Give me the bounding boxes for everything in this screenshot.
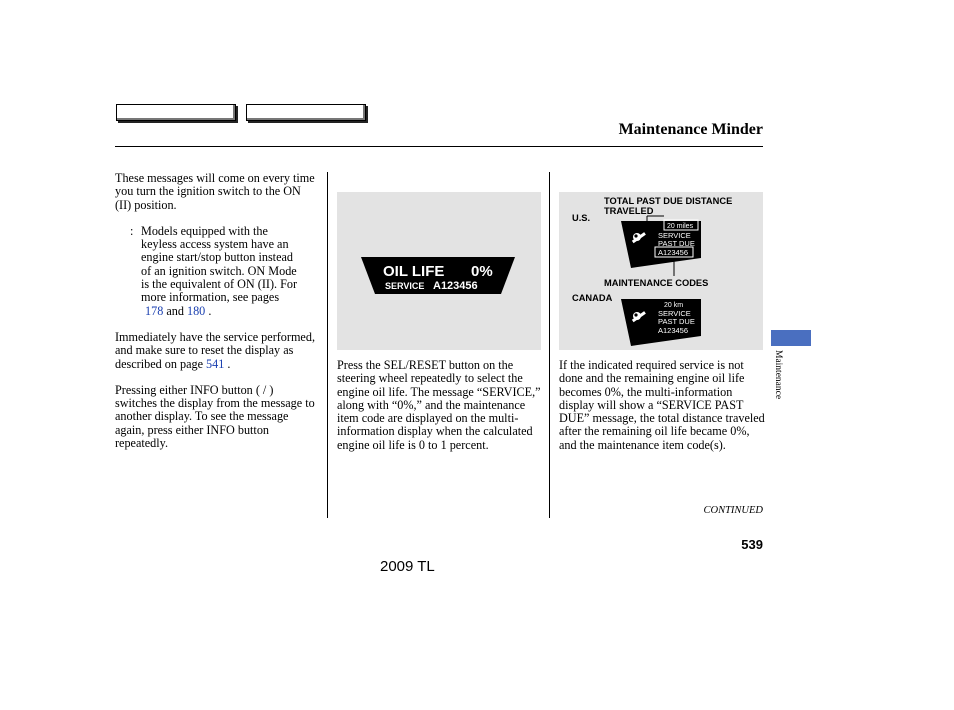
us-service-text: SERVICE	[658, 231, 691, 240]
intro-paragraph: These messages will come on every time you turn the ignition switch to the ON (II) position.	[115, 171, 315, 212]
continued-label: CONTINUED	[703, 505, 763, 516]
past-due-display-panel	[559, 192, 763, 350]
ca-service-text: SERVICE	[658, 309, 691, 318]
note-end: .	[208, 303, 212, 318]
oil-life-display-graphic	[337, 192, 541, 350]
label-canada: CANADA	[572, 293, 613, 303]
oil-life-display-panel	[337, 192, 541, 350]
note-prefix: :	[130, 223, 134, 238]
note-line-5: is the equivalent of ON (II). For	[141, 277, 298, 292]
label-traveled: TRAVELED	[604, 206, 654, 216]
us-past-due-text: PAST DUE	[658, 239, 695, 248]
page-link-178[interactable]: 178	[145, 303, 164, 318]
maintenance-code-text: A123456	[433, 280, 478, 292]
header-rule	[115, 146, 763, 147]
nav-button-contents[interactable]	[116, 104, 236, 121]
label-total-past-due: TOTAL PAST DUE DISTANCE	[604, 196, 733, 206]
note-pages	[141, 305, 315, 318]
us-distance-text: 20 miles	[667, 223, 694, 230]
note-and: and	[166, 303, 184, 318]
oil-life-percent: 0%	[471, 263, 493, 280]
column-1	[115, 172, 315, 450]
service-text: SERVICE	[385, 281, 425, 291]
column-divider-2	[549, 172, 550, 518]
ca-code-text: A123456	[658, 326, 689, 335]
oil-life-text: OIL LIFE	[383, 263, 445, 280]
service-paragraph	[115, 331, 315, 371]
section-tab[interactable]	[771, 330, 811, 346]
label-us: U.S.	[572, 213, 591, 223]
nav-button-index[interactable]	[246, 104, 366, 121]
label-maintenance-codes: MAINTENANCE CODES	[604, 278, 709, 288]
section-side-label: Maintenance	[773, 350, 783, 400]
model-footer: 2009 TL	[380, 558, 435, 575]
service-paragraph-text: Immediately have the service performed, and make sure to reset the display as described on page	[115, 329, 315, 371]
note-line-3: engine start/stop button instead	[141, 250, 293, 265]
info-button-paragraph: Pressing either INFO button ( / ) switches the display from the message to another display. To see the message again, press either INFO button repeatedly.	[115, 382, 315, 451]
past-due-display-graphics	[559, 192, 763, 350]
service-paragraph-end: .	[227, 356, 231, 371]
page-number: 539	[741, 537, 763, 552]
page-link-180[interactable]: 180	[186, 303, 206, 318]
page-title: Maintenance Minder	[618, 121, 763, 138]
note-line-1: Models equipped with the	[141, 223, 268, 238]
column-3-body: If the indicated required service is not done and the remaining engine oil life becomes 0%, the multi-information display will show a “SERVICE PAST DUE” message, the total distance traveled after the remaining oil life became 0%, and the maintenance item code(s).	[559, 358, 765, 452]
keyless-note	[115, 225, 315, 318]
note-line-4: of an ignition switch. ON Mode	[141, 263, 297, 278]
ca-past-due-text: PAST DUE	[658, 317, 695, 326]
note-line-6: more information, see pages	[141, 290, 280, 305]
page-link-541[interactable]: 541	[206, 356, 225, 371]
column-divider-1	[327, 172, 328, 518]
column-2-body: Press the SEL/RESET button on the steering wheel repeatedly to select the engine oil life. The message “SERVICE,” along with “0%,” and the maintenance item code are displayed on the multi-information display when the calculated engine oil life is 0 to 1 percent.	[337, 358, 541, 452]
note-line-2: keyless access system have an	[141, 237, 289, 252]
ca-distance-text: 20 km	[664, 302, 684, 309]
us-code-text: A123456	[658, 248, 689, 257]
